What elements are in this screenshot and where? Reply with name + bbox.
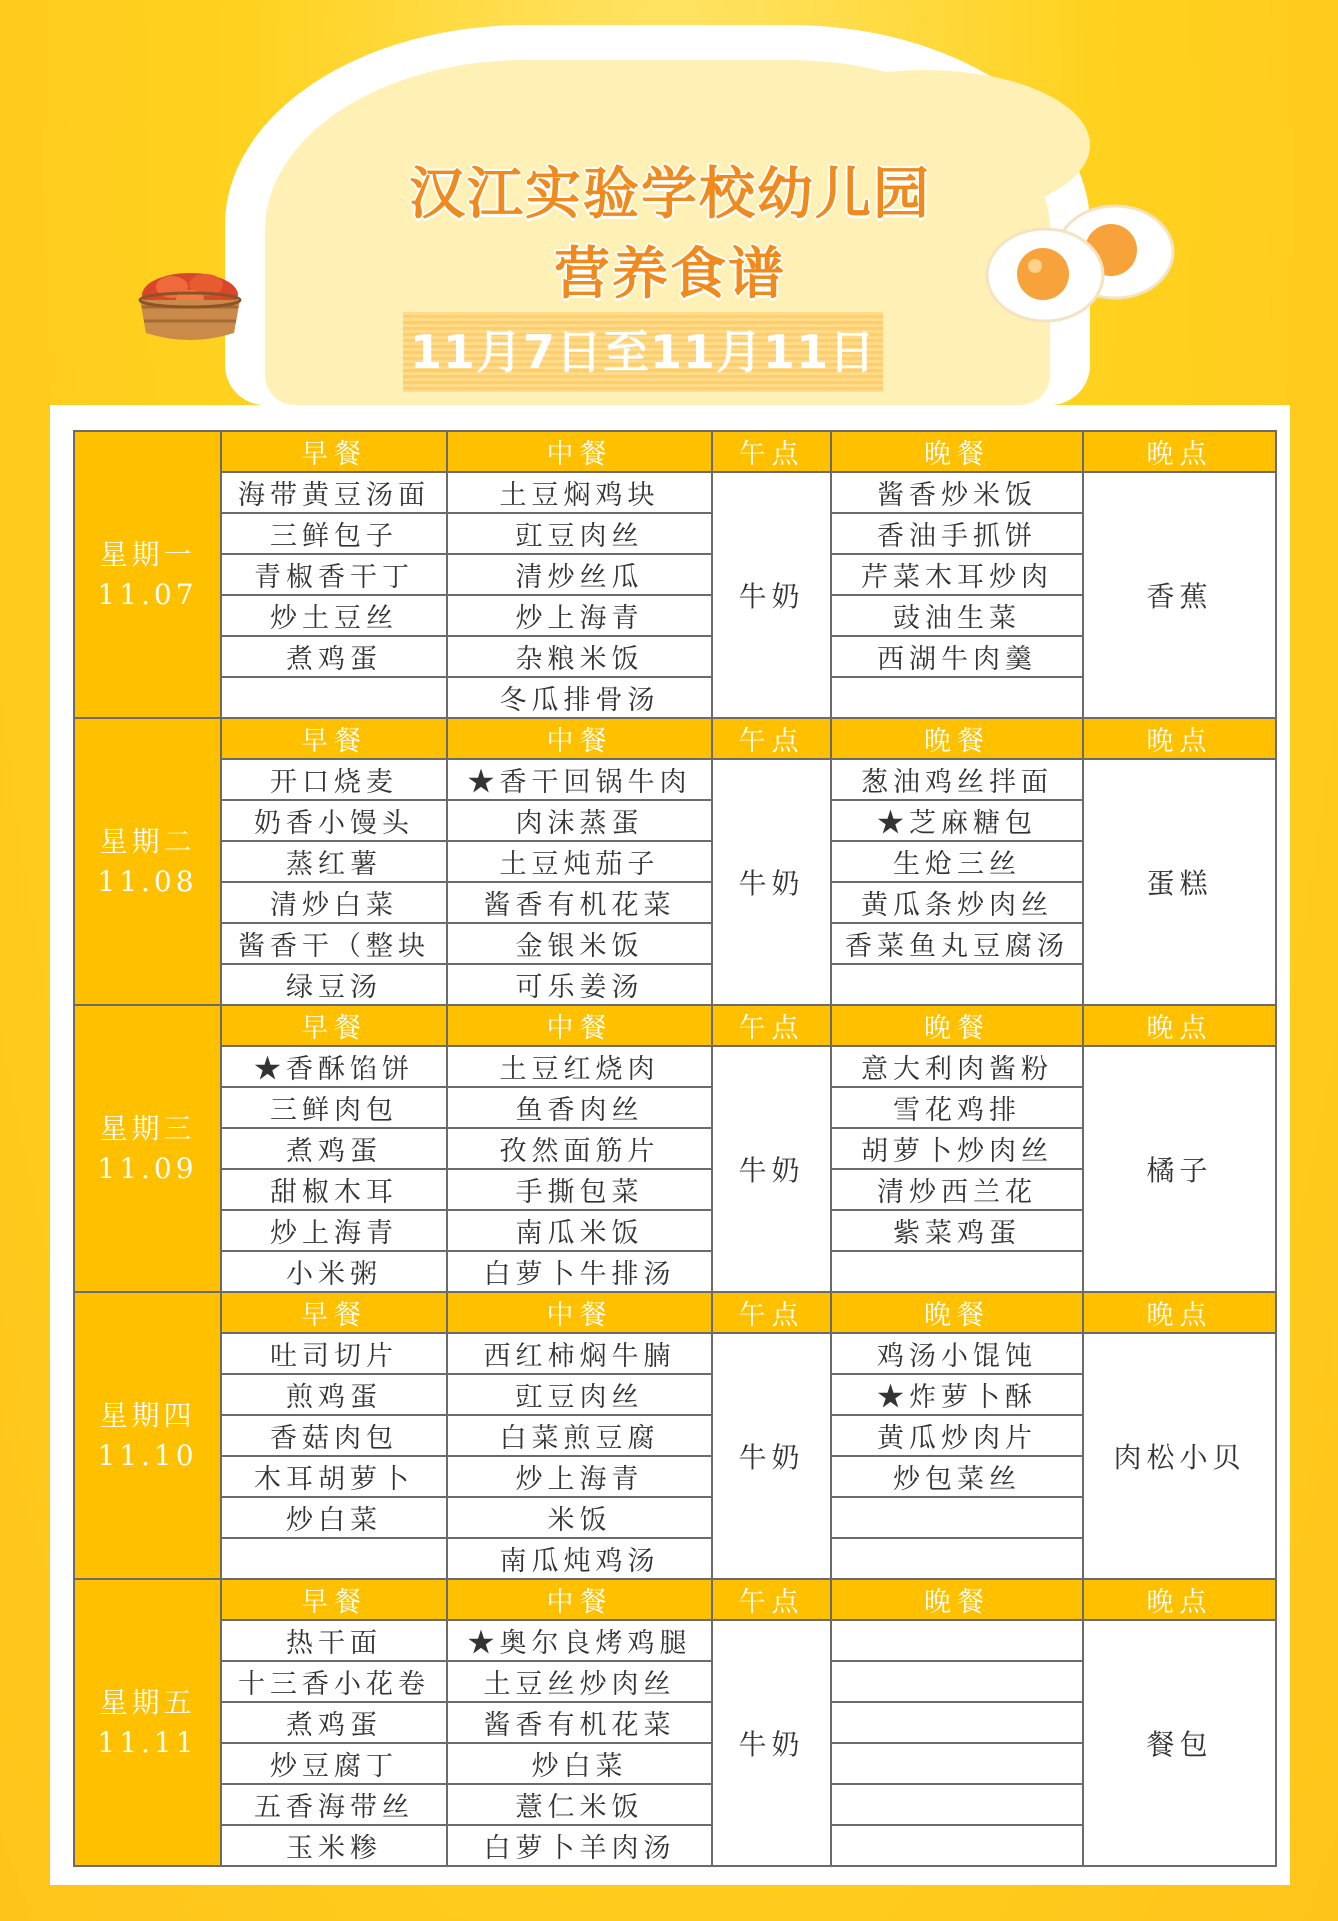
weekday-label: 星期五: [99, 1685, 196, 1719]
dinner-item: [831, 1825, 1083, 1866]
menu-title: 营养食谱: [554, 242, 786, 307]
breakfast-item: 热干面: [221, 1620, 447, 1661]
column-header: 中餐: [447, 431, 712, 472]
weekday-label: 星期一: [99, 537, 196, 571]
lunch-item: 鱼香肉丝: [447, 1087, 712, 1128]
dinner-item: [831, 1538, 1083, 1579]
column-header: 中餐: [447, 1579, 712, 1620]
column-header: 晚点: [1083, 431, 1276, 472]
column-header: 晚点: [1083, 718, 1276, 759]
afternoon-snack: 牛奶: [712, 1333, 831, 1579]
breakfast-item: 炒豆腐丁: [221, 1743, 447, 1784]
boiled-egg-icon: [975, 180, 1185, 330]
dinner-item: 炒包菜丝: [831, 1456, 1083, 1497]
column-header-row: [74, 1292, 1276, 1333]
column-header: 午点: [712, 1292, 831, 1333]
column-header: 晚餐: [831, 1292, 1083, 1333]
day-cell: [74, 431, 221, 718]
date-label: 11.07: [97, 577, 198, 611]
lunch-item: 杂粮米饭: [447, 636, 712, 677]
date-label: 11.09: [97, 1151, 198, 1185]
column-header: 早餐: [221, 1005, 447, 1046]
menu-table: [73, 430, 1277, 1867]
dinner-item: 紫菜鸡蛋: [831, 1210, 1083, 1251]
crab-basket-icon: [130, 255, 250, 355]
column-header: 中餐: [447, 718, 712, 759]
breakfast-item: [221, 1538, 447, 1579]
lunch-item: ★香干回锅牛肉: [447, 759, 712, 800]
breakfast-item: 炒白菜: [221, 1497, 447, 1538]
column-header: 晚餐: [831, 1579, 1083, 1620]
breakfast-item: 海带黄豆汤面: [221, 472, 447, 513]
column-header: 午点: [712, 1005, 831, 1046]
dinner-item: [831, 677, 1083, 718]
night-snack: 蛋糕: [1083, 759, 1276, 1005]
lunch-item: 南瓜米饭: [447, 1210, 712, 1251]
lunch-item: 西红柿焖牛腩: [447, 1333, 712, 1374]
dinner-item: 西湖牛肉羹: [831, 636, 1083, 677]
breakfast-item: 十三香小花卷: [221, 1661, 447, 1702]
dinner-item: [831, 1784, 1083, 1825]
lunch-item: 土豆焖鸡块: [447, 472, 712, 513]
lunch-item: 南瓜炖鸡汤: [447, 1538, 712, 1579]
dinner-item: 芹菜木耳炒肉: [831, 554, 1083, 595]
breakfast-item: 炒土豆丝: [221, 595, 447, 636]
column-header: 中餐: [447, 1005, 712, 1046]
table-row: [74, 1333, 1276, 1374]
lunch-item: 金银米饭: [447, 923, 712, 964]
dinner-item: [831, 1702, 1083, 1743]
lunch-item: 可乐姜汤: [447, 964, 712, 1005]
column-header-row: [74, 1005, 1276, 1046]
table-row: [74, 1620, 1276, 1661]
night-snack: 餐包: [1083, 1620, 1276, 1866]
lunch-item: 清炒丝瓜: [447, 554, 712, 595]
dinner-item: 意大利肉酱粉: [831, 1046, 1083, 1087]
column-header-row: [74, 431, 1276, 472]
column-header: 晚餐: [831, 1005, 1083, 1046]
dinner-item: 鸡汤小馄饨: [831, 1333, 1083, 1374]
lunch-item: 冬瓜排骨汤: [447, 677, 712, 718]
table-row: [74, 759, 1276, 800]
breakfast-item: [221, 677, 447, 718]
column-header: 晚点: [1083, 1579, 1276, 1620]
date-label: 11.08: [97, 864, 198, 898]
lunch-item: ★奥尔良烤鸡腿: [447, 1620, 712, 1661]
breakfast-item: 五香海带丝: [221, 1784, 447, 1825]
lunch-item: 手撕包菜: [447, 1169, 712, 1210]
dinner-item: 生炝三丝: [831, 841, 1083, 882]
afternoon-snack: 牛奶: [712, 759, 831, 1005]
weekday-label: 星期二: [99, 824, 196, 858]
column-header: 晚点: [1083, 1005, 1276, 1046]
breakfast-item: 煮鸡蛋: [221, 1702, 447, 1743]
lunch-item: 薏仁米饭: [447, 1784, 712, 1825]
breakfast-item: 清炒白菜: [221, 882, 447, 923]
breakfast-item: 小米粥: [221, 1251, 447, 1292]
column-header: 早餐: [221, 1579, 447, 1620]
breakfast-item: 香菇肉包: [221, 1415, 447, 1456]
breakfast-item: 甜椒木耳: [221, 1169, 447, 1210]
breakfast-item: 吐司切片: [221, 1333, 447, 1374]
breakfast-item: 煮鸡蛋: [221, 636, 447, 677]
column-header: 早餐: [221, 431, 447, 472]
dinner-item: 酱香炒米饭: [831, 472, 1083, 513]
breakfast-item: 三鲜包子: [221, 513, 447, 554]
table-row: [74, 472, 1276, 513]
lunch-item: 炒白菜: [447, 1743, 712, 1784]
day-cell: [74, 1579, 221, 1866]
table-row: [74, 1046, 1276, 1087]
breakfast-item: 酱香干（整块: [221, 923, 447, 964]
breakfast-item: 三鲜肉包: [221, 1087, 447, 1128]
day-cell: [74, 718, 221, 1005]
breakfast-item: 蒸红薯: [221, 841, 447, 882]
lunch-item: 土豆炖茄子: [447, 841, 712, 882]
lunch-item: 孜然面筋片: [447, 1128, 712, 1169]
afternoon-snack: 牛奶: [712, 472, 831, 718]
lunch-item: 酱香有机花菜: [447, 1702, 712, 1743]
lunch-item: 白萝卜羊肉汤: [447, 1825, 712, 1866]
dinner-item: 豉油生菜: [831, 595, 1083, 636]
column-header: 中餐: [447, 1292, 712, 1333]
afternoon-snack: 牛奶: [712, 1620, 831, 1866]
lunch-item: 米饭: [447, 1497, 712, 1538]
breakfast-item: 木耳胡萝卜: [221, 1456, 447, 1497]
date-label: 11.10: [97, 1438, 198, 1472]
lunch-item: 豇豆肉丝: [447, 1374, 712, 1415]
date-label: 11.11: [97, 1725, 198, 1759]
night-snack: 香蕉: [1083, 472, 1276, 718]
lunch-item: 土豆红烧肉: [447, 1046, 712, 1087]
lunch-item: 炒上海青: [447, 1456, 712, 1497]
lunch-item: 豇豆肉丝: [447, 513, 712, 554]
column-header: 午点: [712, 1579, 831, 1620]
column-header-row: [74, 718, 1276, 759]
breakfast-item: 开口烧麦: [221, 759, 447, 800]
dinner-item: [831, 1661, 1083, 1702]
weekday-label: 星期三: [99, 1111, 196, 1145]
dinner-item: [831, 1251, 1083, 1292]
column-header: 午点: [712, 718, 831, 759]
dinner-item: 葱油鸡丝拌面: [831, 759, 1083, 800]
dinner-item: [831, 1743, 1083, 1784]
dinner-item: [831, 1620, 1083, 1661]
lunch-item: 白萝卜牛排汤: [447, 1251, 712, 1292]
dinner-item: ★炸萝卜酥: [831, 1374, 1083, 1415]
dinner-item: 黄瓜条炒肉丝: [831, 882, 1083, 923]
column-header: 午点: [712, 431, 831, 472]
dinner-item: [831, 1497, 1083, 1538]
dinner-item: 雪花鸡排: [831, 1087, 1083, 1128]
dinner-item: ★芝麻糖包: [831, 800, 1083, 841]
dinner-item: [831, 964, 1083, 1005]
breakfast-item: 绿豆汤: [221, 964, 447, 1005]
breakfast-item: 玉米糁: [221, 1825, 447, 1866]
dinner-item: 清炒西兰花: [831, 1169, 1083, 1210]
lunch-item: 白菜煎豆腐: [447, 1415, 712, 1456]
dinner-item: 胡萝卜炒肉丝: [831, 1128, 1083, 1169]
breakfast-item: 奶香小馒头: [221, 800, 447, 841]
weekday-label: 星期四: [99, 1398, 196, 1432]
column-header: 晚餐: [831, 431, 1083, 472]
lunch-item: 酱香有机花菜: [447, 882, 712, 923]
breakfast-item: 炒上海青: [221, 1210, 447, 1251]
afternoon-snack: 牛奶: [712, 1046, 831, 1292]
lunch-item: 炒上海青: [447, 595, 712, 636]
lunch-item: 土豆丝炒肉丝: [447, 1661, 712, 1702]
dinner-item: 黄瓜炒肉片: [831, 1415, 1083, 1456]
column-header: 晚点: [1083, 1292, 1276, 1333]
night-snack: 肉松小贝: [1083, 1333, 1276, 1579]
school-title: 汉江实验学校幼儿园: [409, 162, 931, 227]
column-header: 晚餐: [831, 718, 1083, 759]
column-header-row: [74, 1579, 1276, 1620]
day-cell: [74, 1292, 221, 1579]
column-header: 早餐: [221, 1292, 447, 1333]
breakfast-item: 青椒香干丁: [221, 554, 447, 595]
day-cell: [74, 1005, 221, 1292]
dinner-item: 香油手抓饼: [831, 513, 1083, 554]
breakfast-item: ★香酥馅饼: [221, 1046, 447, 1087]
date-range: 11月7日至11月11日: [403, 312, 883, 392]
breakfast-item: 煎鸡蛋: [221, 1374, 447, 1415]
dinner-item: 香菜鱼丸豆腐汤: [831, 923, 1083, 964]
breakfast-item: 煮鸡蛋: [221, 1128, 447, 1169]
lunch-item: 肉沫蒸蛋: [447, 800, 712, 841]
column-header: 早餐: [221, 718, 447, 759]
night-snack: 橘子: [1083, 1046, 1276, 1292]
